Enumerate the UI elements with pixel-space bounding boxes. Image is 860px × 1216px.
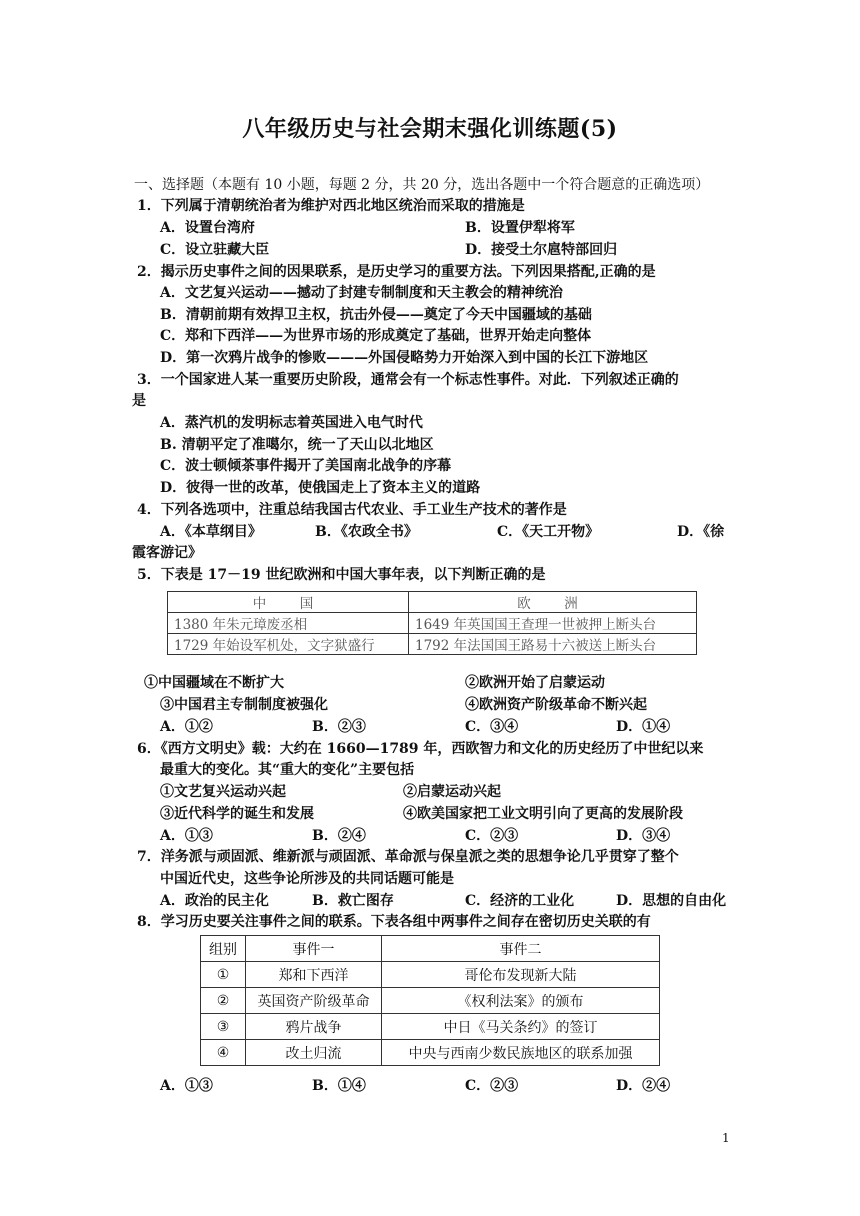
table-cell: 哥伦布发现新大陆 xyxy=(382,962,660,988)
table-cell: 1380 年朱元璋废丞相 xyxy=(168,613,409,634)
question-4-stem: 4．下列各选项中，注重总结我国古代农业、手工业生产技术的著作是 xyxy=(137,502,567,518)
table-cell: ④ xyxy=(201,1040,246,1066)
question-4-option-d: D．《徐 xyxy=(677,524,725,540)
page-number: 1 xyxy=(722,1131,730,1145)
question-6-stem: 6．《西方文明史》载：大约在 1660—1789 年，西欧智力和文化的历史经历了中世纪以来 xyxy=(137,741,704,757)
question-6-option-d: D．③④ xyxy=(616,828,671,844)
table-row xyxy=(201,1014,660,1040)
table-cell: 中央与西南少数民族地区的联系加强 xyxy=(382,1040,660,1066)
question-1-option-b: B．设置伊犁将军 xyxy=(465,220,575,236)
question-2-option-a: A．文艺复兴运动——撼动了封建专制制度和天主教会的精神统治 xyxy=(160,285,563,301)
question-3-stem: 3．一个国家进人某一重要历史阶段，通常会有一个标志性事件。对此．下列叙述正确的 xyxy=(137,372,679,388)
table-header: 事件一 xyxy=(246,936,382,962)
table-cell: 《权利法案》的颁布 xyxy=(382,988,660,1014)
table-row xyxy=(201,988,660,1014)
question-2-stem: 2．揭示历史事件之间的因果联系，是历史学习的重要方法。下列因果搭配,正确的是 xyxy=(137,264,656,280)
question-5-statement-3: ③中国君主专制制度被强化 xyxy=(160,697,328,713)
question-5-statement-2: ②欧洲开始了启蒙运动 xyxy=(465,675,605,691)
table-header: 事件二 xyxy=(382,936,660,962)
question-5-stem: 5．下表是 17－19 世纪欧洲和中国大事年表，以下判断正确的是 xyxy=(137,567,546,583)
question-6-statement-2: ②启蒙运动兴起 xyxy=(403,784,501,800)
events-table xyxy=(200,935,660,1066)
question-1-option-c: C．设立驻藏大臣 xyxy=(160,242,270,258)
question-5-option-a: A．①② xyxy=(160,719,213,735)
question-7-option-b: B．救亡图存 xyxy=(312,893,394,909)
table-cell: ② xyxy=(201,988,246,1014)
question-8-option-a: A．①③ xyxy=(160,1078,213,1094)
question-4-option-c: C．《天工开物》 xyxy=(497,524,600,540)
table-cell: 1792 年法国国王路易十六被送上断头台 xyxy=(409,634,697,655)
question-7-stem-cont: 中国近代史，这些争论所涉及的共同话题可能是 xyxy=(160,871,454,887)
table-header: 组别 xyxy=(201,936,246,962)
table-row xyxy=(201,1040,660,1066)
question-6-option-a: A．①③ xyxy=(160,828,213,844)
section-heading: 一、选择题（本题有 10 小题，每题 2 分，共 20 分，选出各题中一个符合题意的正确选项） xyxy=(134,177,710,193)
question-2-option-c: C．郑和下西洋——为世界市场的形成奠定了基础，世界开始走向整体 xyxy=(160,328,592,344)
table-cell: 鸦片战争 xyxy=(246,1014,382,1040)
question-5-option-d: D．①④ xyxy=(616,719,671,735)
question-2-option-d: D．第一次鸦片战争的惨败———外国侵略势力开始深入到中国的长江下游地区 xyxy=(160,350,649,366)
table-row xyxy=(201,962,660,988)
question-6-statement-1: ①文艺复兴运动兴起 xyxy=(160,784,286,800)
question-1-option-d: D．接受土尔扈特部回归 xyxy=(465,242,618,258)
table-cell: ① xyxy=(201,962,246,988)
question-1-stem: 1．下列属于清朝统治者为维护对西北地区统治而采取的措施是 xyxy=(137,198,525,214)
question-4-option-a: A．《本草纲目》 xyxy=(160,524,262,540)
question-5-option-b: B．②③ xyxy=(312,719,366,735)
question-3-option-c: C．波士顿倾茶事件揭开了美国南北战争的序幕 xyxy=(160,458,452,474)
question-3-option-b: B. 清朝平定了准噶尔，统一了天山以北地区 xyxy=(160,437,434,453)
question-7-option-a: A．政治的民主化 xyxy=(160,893,269,909)
question-5-option-c: C．③④ xyxy=(465,719,519,735)
table-row xyxy=(168,634,697,655)
table-header: 中 国 xyxy=(168,592,409,613)
question-6-statement-3: ③近代科学的诞生和发展 xyxy=(160,806,314,822)
table-cell: 郑和下西洋 xyxy=(246,962,382,988)
question-6-option-b: B．②④ xyxy=(312,828,366,844)
question-6-statement-4: ④欧美国家把工业文明引向了更高的发展阶段 xyxy=(403,806,683,822)
question-7-stem: 7．洋务派与顽固派、维新派与顽固派、革命派与保皇派之类的思想争论几乎贯穿了整个 xyxy=(137,849,679,865)
question-7-option-c: C．经济的工业化 xyxy=(465,893,575,909)
question-3-option-a: A．蒸汽机的发明标志着英国进入电气时代 xyxy=(160,415,423,431)
question-8-option-b: B．①④ xyxy=(312,1078,366,1094)
question-4-option-d-cont: 霞客游记》 xyxy=(132,545,202,561)
question-2-option-b: B．清朝前期有效捍卫主权，抗击外侵——奠定了今天中国疆域的基础 xyxy=(160,307,592,323)
question-6-option-c: C．②③ xyxy=(465,828,519,844)
table-cell: 1649 年英国国王查理一世被押上断头台 xyxy=(409,613,697,634)
question-8-option-c: C．②③ xyxy=(465,1078,519,1094)
question-8-stem: 8．学习历史要关注事件之间的联系。下表各组中两事件之间存在密切历史关联的有 xyxy=(137,914,651,930)
question-8-option-d: D．②④ xyxy=(616,1078,671,1094)
table-header: 欧 洲 xyxy=(409,592,697,613)
question-3-stem-cont: 是 xyxy=(132,393,146,409)
question-7-option-d: D．思想的自由化 xyxy=(616,893,727,909)
question-6-stem-cont: 最重大的变化。其“重大的变化”主要包括 xyxy=(160,762,415,778)
question-1-option-a: A．设置台湾府 xyxy=(160,220,255,236)
question-5-statement-4: ④欧洲资产阶级革命不断兴起 xyxy=(465,697,647,713)
page-title: 八年级历史与社会期末强化训练题(5) xyxy=(242,116,618,142)
table-cell: 1729 年始设军机处，文字狱盛行 xyxy=(168,634,409,655)
question-4-option-b: B．《农政全书》 xyxy=(315,524,418,540)
table-cell: ③ xyxy=(201,1014,246,1040)
table-cell: 中日《马关条约》的签订 xyxy=(382,1014,660,1040)
question-3-option-d: D．彼得一世的改革，使俄国走上了资本主义的道路 xyxy=(160,480,481,496)
table-cell: 改土归流 xyxy=(246,1040,382,1066)
table-row xyxy=(168,613,697,634)
question-5-statement-1: ①中国疆域在不断扩大 xyxy=(144,675,284,691)
timeline-table xyxy=(167,591,697,655)
table-cell: 英国资产阶级革命 xyxy=(246,988,382,1014)
